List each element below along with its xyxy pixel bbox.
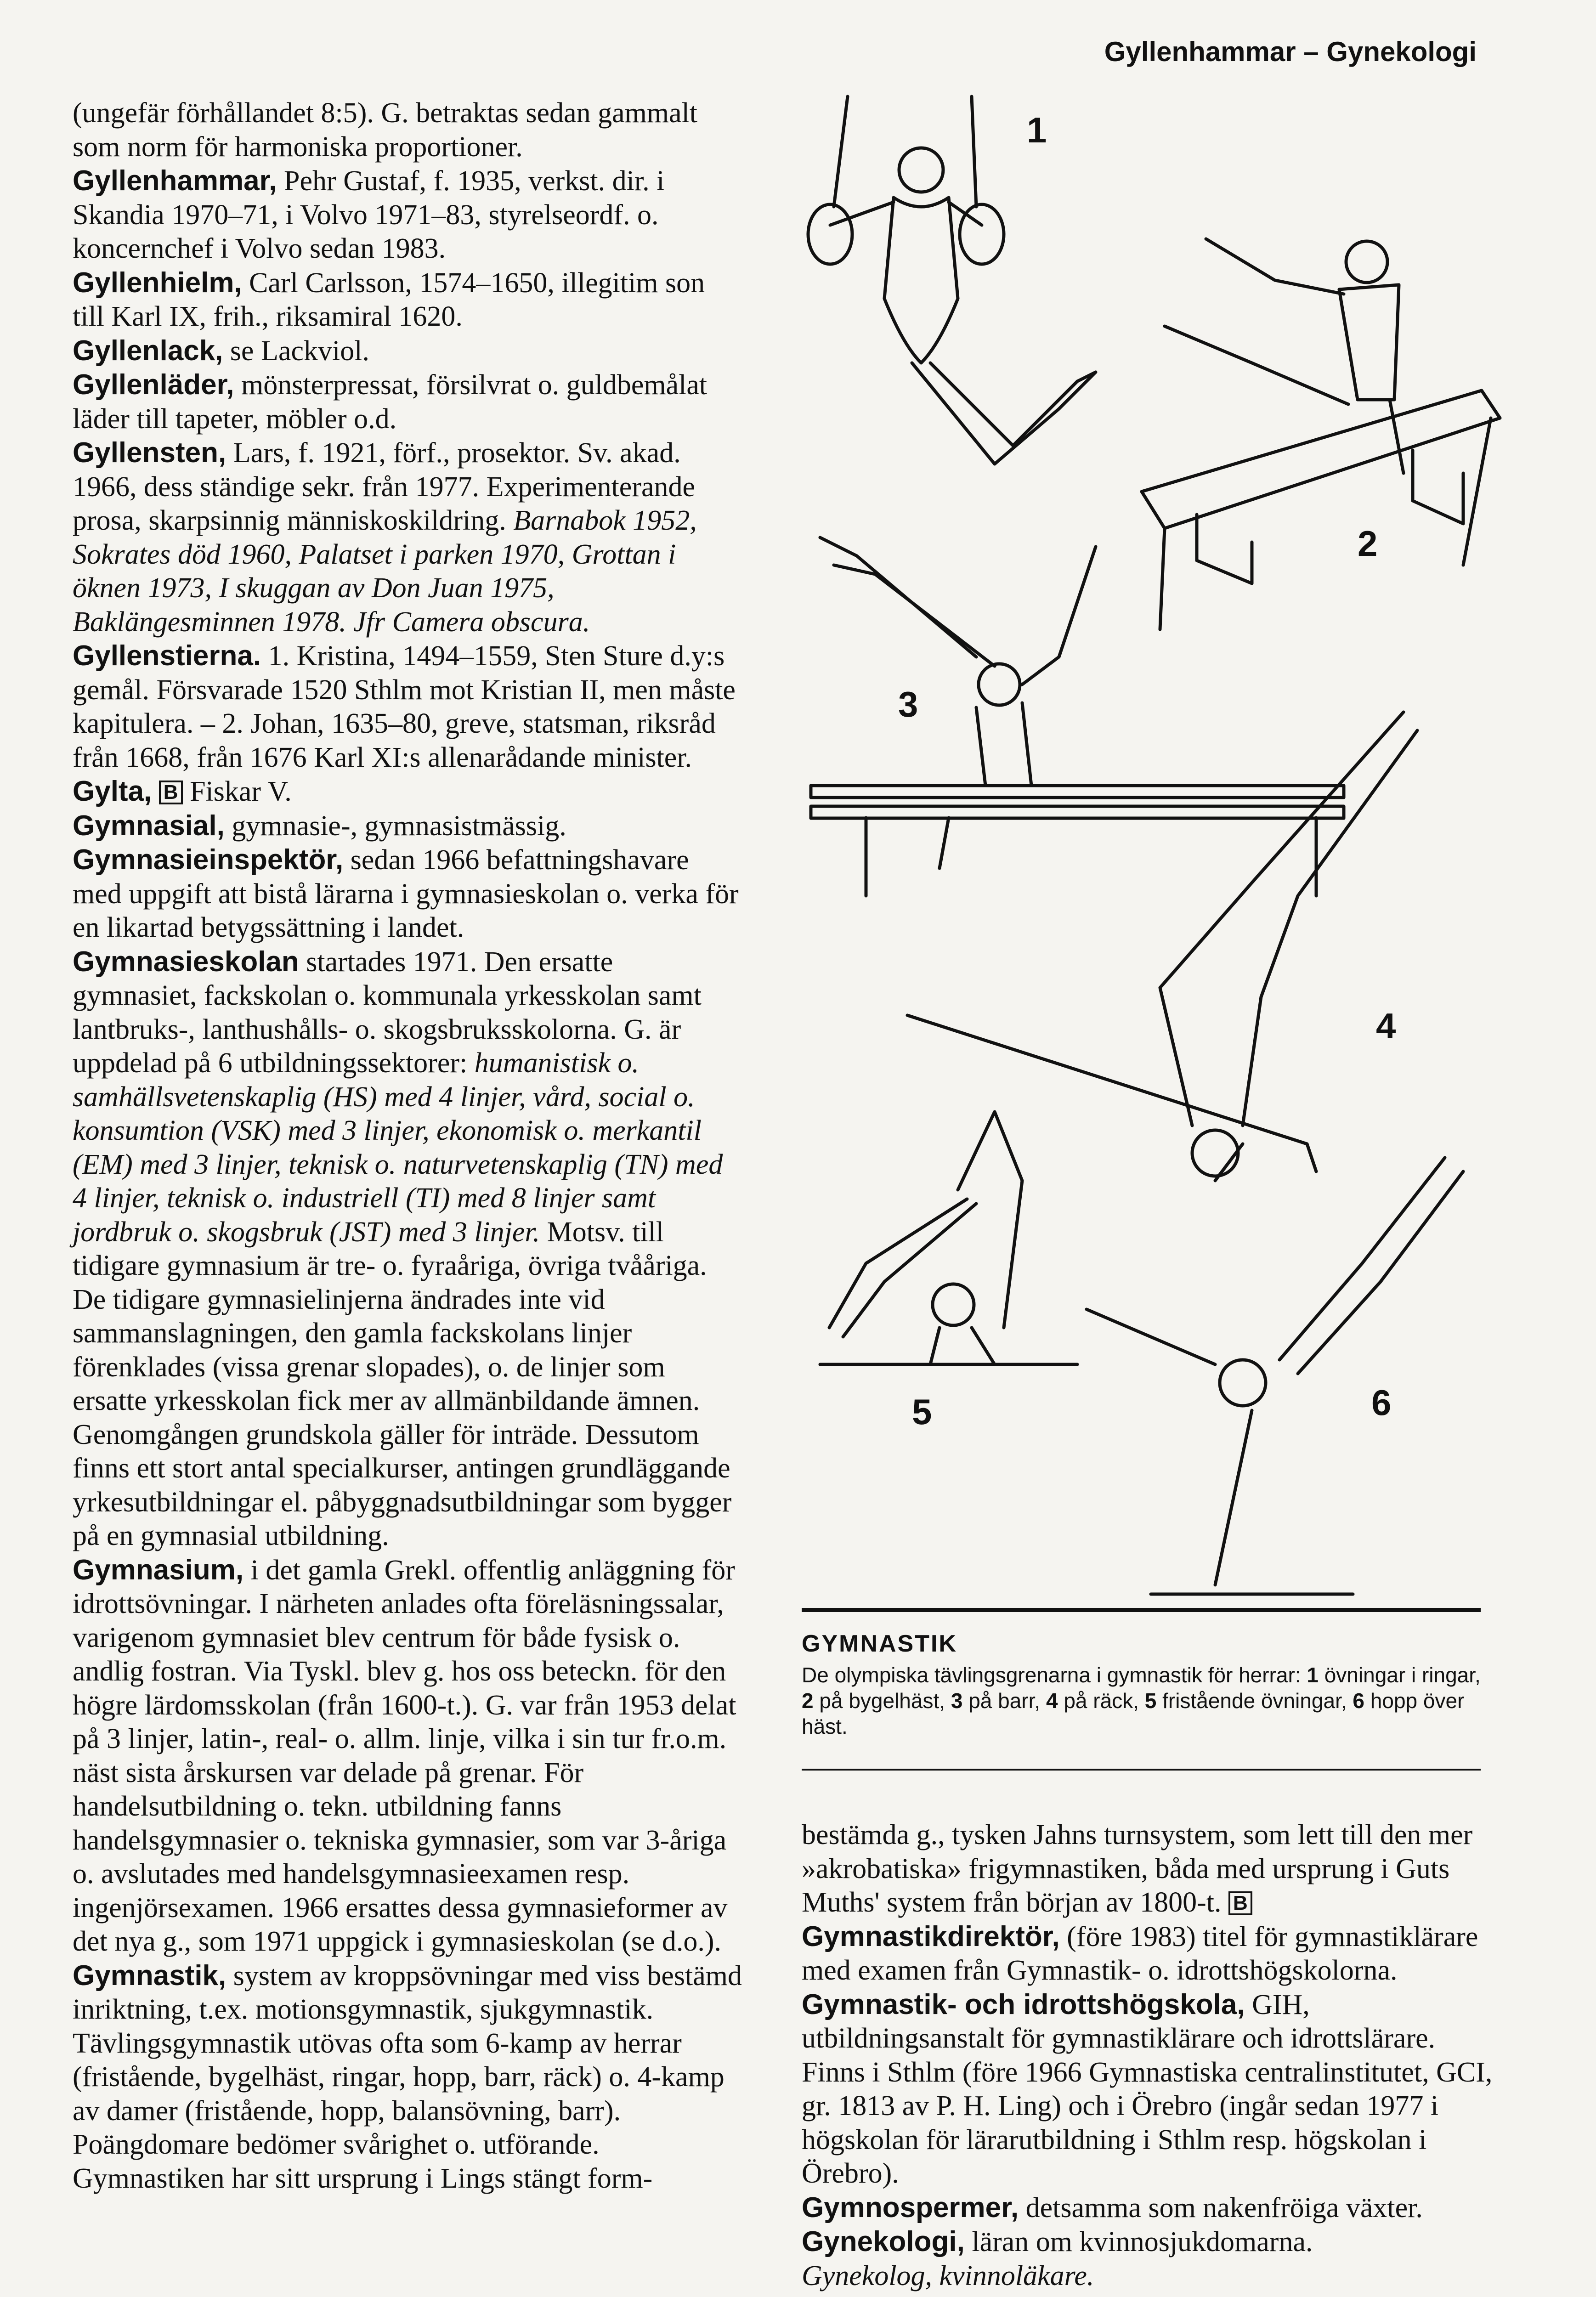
- gymnast-floor-exercise-drawing: [820, 1112, 1077, 1364]
- entry-gymnastik: Gymnastik, system av kroppsövningar med viss bestämd inriktning, t.ex. motionsgymnastik, sjukgymnastik. Tävlingsgymnastik utövas ofta som 6-kamp av herrar (fristående, bygelhäst, ringar, hopp, barr, räck) o. 4-kamp av damer (fristående, hopp, balansövning, barr). Poängdomare bedömer svårighet o. utförande. Gymnastiken har sitt ursprung i Lings stängt form-: [73, 1959, 742, 2194]
- entry-gymnastik-continued: bestämda g., tysken Jahns turnsystem, som lett till den mer »akrobatiska» frigymnastiken, båda med ursprung i Guts Muths' system från början av 1800-t. B: [802, 1819, 1473, 1918]
- entry-gynekologi: Gynekologi, läran om kvinnosjukdomarna. Gynekolog, kvinnoläkare.: [802, 2226, 1313, 2291]
- figure-number-1: 1: [1027, 110, 1047, 150]
- caption-top-rule: [802, 1608, 1481, 1612]
- entry-gih: Gymnastik- och idrottshögskola, GIH, utbildningsanstalt för gymnastiklärare och idrottslärare. Finns i Sthlm (före 1966 Gymnastiska centralinstitutet, GCI, gr. 1813 av P. H. Ling) och i Örebro (ingår sedan 1977 i högskolan för lärarutbildning i Sthlm resp. högskolan i Örebro).: [802, 1988, 1493, 2189]
- entry-gymnasial: Gymnasial, gymnasie-, gymnasistmässig.: [73, 809, 566, 842]
- entry-gymnospermer: Gymnospermer, detsamma som nakenfröiga växter.: [802, 2191, 1423, 2223]
- left-column: [73, 96, 743, 2195]
- entry-gyllenhammar: Gyllenhammar, Pehr Gustaf, f. 1935, verkst. dir. i Skandia 1970–71, i Volvo 1971–83, styrelseordf. o. koncernchef i Volvo sedan 1983.: [73, 165, 665, 264]
- entry-gymnastikdirektor: Gymnastikdirektör, (före 1983) titel för gymnastiklärare med examen från Gymnastik- o. idrottshögskolorna.: [802, 1920, 1478, 1986]
- caption-body: De olympiska tävlingsgrenarna i gymnastik för herrar: 1 övningar i ringar, 2 på bygelhäst, 3 på barr, 4 på räck, 5 fristående övningar, 6 hopp över häst.: [802, 1663, 1481, 1738]
- figure-number-2: 2: [1358, 523, 1378, 564]
- figure-caption: [802, 1630, 1486, 1739]
- gymnast-vault-drawing: [1087, 1158, 1463, 1594]
- entry-gyllensten: Gyllensten, Lars, f. 1921, förf., prosektor. Sv. akad. 1966, dess ständige sekr. från 1977. Experimenterande prosa, skarpsinnig människoskildring. Barnabok 1952, Sokrates död 1960, Palatset i parken 1970, Grottan i öknen 1973, I skuggan av Don Juan 1975, Baklängesminnen 1978. Jfr Camera obscura.: [73, 437, 697, 638]
- gymnast-pommel-horse-drawing: [1142, 239, 1500, 629]
- gymnasieskolan-sectors: humanistisk o. samhällsvetenskaplig (HS) med 4 linjer, vård, social o. konsumtion (VSK) med 3 linjer, ekonomisk o. merkantil (EM) med 3 linjer, teknisk o. naturvetenskaplig (TN) med 4 linjer, teknisk o. industriell (TI) med 8 linjer samt jordbruk o. skogsbruk (JST) med 3 linjer.: [73, 1047, 723, 1248]
- right-column: [802, 1818, 1500, 2293]
- reference-box-icon: B: [159, 781, 183, 804]
- entry-gymnasium: Gymnasium, i det gamla Grekl. offentlig anläggning för idrottsövningar. I närheten anlades ofta föreläsningssalar, varigenom gymnasiet blev centrum för både fysisk o. andlig fostran. Via Tyskl. blev g. hos oss beteckn. för den högre lärdomsskolan (från 1600-t.). G. var från 1953 delat på 3 linjer, latin-, real- o. allm. linje, vilka i sin tur fr.o.m. näst sista årskursen var delade på grenar. För handelsutbildning o. tekn. utbildning fanns handelsgymnasier o. tekniska gymnasier, som var 3-åriga o. avslutades med handelsgymnasieexamen resp. ingenjörsexamen. 1966 ersattes dessa gymnasieformer av det nya g., som 1971 uppgick i gymnasieskolan (se d.o.).: [73, 1554, 736, 1957]
- entry-gymnasieskolan: Gymnasieskolan startades 1971. Den ersatte gymnasiet, fackskolan o. kommunala yrkesskolan samt lantbruks-, lanthushålls- o. skogsbruksskolorna. G. är uppdelad på 6 utbildningssektorer: humanistisk o. samhällsvetenskaplig (HS) med 4 linjer, vård, social o. konsumtion (VSK) med 3 linjer, ekonomisk o. merkantil (EM) med 3 linjer, teknisk o. naturvetenskaplig (TN) med 4 linjer, teknisk o. industriell (TI) med 8 linjer samt jordbruk o. skogsbruk (JST) med 3 linjer. Motsv. till tidigare gymnasium är tre- o. fyraåriga, övriga tvååriga. De tidigare gymnasielinjerna ändrades inte vid sammanslagningen, den gamla fackskolans linjer förenklades (vissa grenar slopades), o. de linjer som ersatte yrkesskolan fick mer av allmänbildande ämnen. Genomgången grundskola gäller för inträde. Dessutom finns ett stort antal specialkurser, antingen grundläggande yrkesutbildningar el. påbyggnadsutbildningar som bygger på en gymnasial utbildning.: [73, 945, 732, 1551]
- caption-title: GYMNASTIK: [802, 1630, 957, 1657]
- running-head: Gyllenhammar – Gynekologi: [1104, 36, 1477, 67]
- gyllensten-works: Barnabok 1952, Sokrates död 1960, Palatset i parken 1970, Grottan i öknen 1973, I skuggan av Don Juan 1975, Baklängesminnen 1978. Jfr Camera obscura.: [73, 505, 697, 638]
- entry-gylta: Gylta, B Fiskar V.: [73, 775, 292, 807]
- entry-gymnasieinspektor: Gymnasieinspektör, sedan 1966 befattningshavare med uppgift att bistå lärarna i gymnasieskolan o. verka för en likartad betygssättning i landet.: [73, 844, 739, 943]
- figure-number-6: 6: [1371, 1382, 1392, 1423]
- entry-continuation: (ungefär förhållandet 8:5). G. betraktas sedan gammalt som norm för harmoniska proportioner.: [73, 97, 698, 163]
- gymnast-parallel-bars-drawing: [811, 537, 1344, 896]
- figure-number-4: 4: [1376, 1006, 1396, 1046]
- entry-gyllenlader: Gyllenläder, mönsterpressat, försilvrat o. guldbemålat läder till tapeter, möbler o.d.: [73, 369, 707, 435]
- reference-box-icon: B: [1228, 1891, 1252, 1915]
- gymnastics-illustration: [802, 87, 1514, 1599]
- entry-gyllenhielm: Gyllenhielm, Carl Carlsson, 1574–1650, illegitim son till Karl IX, frih., riksamiral 1620.: [73, 266, 705, 332]
- entry-gyllenstierna: Gyllenstierna. 1. Kristina, 1494–1559, Sten Sture d.y:s gemål. Försvarade 1520 Sthlm mot Kristian II, men måste kapitulera. – 2. Johan, 1635–80, greve, statsman, riksråd från 1668, från 1676 Karl XI:s allenarådande minister.: [73, 640, 736, 773]
- figure-number-5: 5: [912, 1392, 932, 1432]
- gynekolog-subentry: Gynekolog, kvinnoläkare.: [802, 2260, 1094, 2291]
- figure-number-3: 3: [898, 684, 918, 724]
- gymnast-rings-drawing: [808, 96, 1096, 464]
- entry-gyllenlack: Gyllenlack, se Lackviol.: [73, 334, 369, 367]
- caption-bottom-rule: [802, 1769, 1481, 1771]
